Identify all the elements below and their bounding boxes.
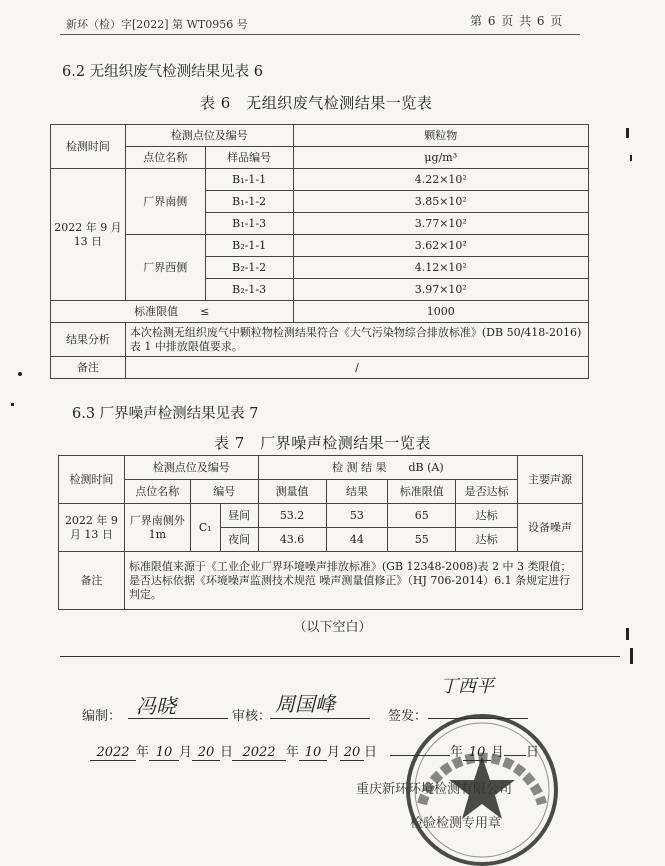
day-char: 日	[220, 745, 234, 760]
issue-label: 签发：	[388, 709, 428, 724]
t6-col-param: 颗粒物	[293, 125, 588, 147]
month-char: 月	[327, 745, 341, 760]
t7-limit: 55	[388, 528, 456, 552]
t6-sample-id: B₂-1-3	[205, 279, 293, 301]
day-char: 日	[364, 745, 378, 760]
stamp-org-name: 重庆新环环境检测有限公司	[356, 782, 513, 797]
t6-sample-value: 3.85×10²	[293, 191, 588, 213]
t6-col-unit: μg/m³	[293, 147, 588, 169]
t7-limit: 65	[388, 504, 456, 528]
date-2	[232, 741, 377, 761]
year-char: 年	[136, 745, 150, 760]
t6-limit-value: 1000	[293, 301, 588, 323]
t6-sample-id: B₁-1-2	[205, 191, 293, 213]
date1-month: 10	[149, 745, 179, 761]
t7-source: 设备噪声	[518, 504, 583, 552]
month-char: 月	[179, 745, 193, 760]
t6-remark-label: 备注	[51, 357, 126, 379]
t6-sample-value: 3.97×10²	[293, 279, 588, 301]
t7-remark-text: 标准限值来源于《工业企业厂界环境噪声排放标准》(GB 12348-2008)表 2 中 3 类限值；是否达标依据《环境噪声监测技术规范 噪声测量值修正》（HJ 706-2014）6.1 条规定进行判定。	[124, 552, 582, 610]
t6-sample-value: 4.12×10²	[293, 257, 588, 279]
issue-signature: 丁西平	[440, 676, 494, 697]
t7-col-pass: 是否达标	[456, 480, 518, 504]
scan-speck	[630, 155, 632, 161]
section-6-2-heading: 6.2 无组织废气检测结果见表 6	[62, 64, 264, 80]
table-6	[50, 124, 589, 379]
t6-result-label: 结果分析	[51, 323, 126, 357]
t6-col-sample-no: 样品编号	[205, 147, 293, 169]
t6-group-name: 厂界西侧	[125, 235, 205, 301]
t7-period: 昼间	[220, 504, 258, 528]
t7-col-code: 编号	[190, 480, 258, 504]
t6-col-time: 检测时间	[51, 125, 126, 169]
t6-date: 2022 年 9 月 13 日	[51, 169, 126, 301]
compile-signature: 冯晓	[136, 694, 176, 718]
scan-speck	[630, 648, 633, 664]
t7-remark-label: 备注	[59, 552, 125, 610]
t6-sample-id: B₂-1-1	[205, 235, 293, 257]
t6-limit-label: 标准限值 ≤	[51, 301, 294, 323]
review-label: 审核：	[232, 709, 272, 724]
date2-month: 10	[299, 745, 327, 761]
scan-speck	[626, 628, 629, 640]
t7-col-source: 主要声源	[518, 456, 583, 504]
table-7-caption: 表 7 厂界噪声检测结果一览表	[214, 434, 431, 452]
table-6-caption: 表 6 无组织废气检测结果一览表	[200, 94, 433, 112]
date3-month: 10	[463, 745, 491, 761]
scan-speck	[11, 403, 14, 406]
t7-period: 夜间	[220, 528, 258, 552]
date1-day: 20	[192, 745, 220, 761]
t7-measured: 53.2	[258, 504, 326, 528]
stamp-text: 检验检测专用章	[410, 816, 502, 831]
date1-year: 2022	[90, 745, 136, 761]
t6-remark-value: /	[125, 357, 588, 379]
scan-speck	[18, 372, 22, 376]
compile-underline	[128, 718, 228, 719]
date-1	[90, 741, 233, 761]
t7-measured: 43.6	[258, 528, 326, 552]
t6-sample-value: 4.22×10²	[293, 169, 588, 191]
year-char: 年	[450, 745, 464, 760]
t7-date: 2022 年 9 月 13 日	[59, 504, 125, 552]
section-6-3-heading: 6.3 厂界噪声检测结果见表 7	[72, 406, 259, 422]
t6-sample-value: 3.62×10²	[293, 235, 588, 257]
t6-sample-id: B₁-1-3	[205, 213, 293, 235]
t6-sample-value: 3.77×10²	[293, 213, 588, 235]
blank-note: （以下空白）	[293, 620, 372, 635]
t7-col-results: 检 测 结 果 dB (A)	[258, 456, 517, 480]
t6-sample-id: B₂-1-2	[205, 257, 293, 279]
t7-point-name: 厂界南侧外 1m	[124, 504, 190, 552]
t7-col-measured: 测量值	[258, 480, 326, 504]
t6-col-point-group: 检测点位及编号	[125, 125, 293, 147]
t6-col-point-name: 点位名称	[125, 147, 205, 169]
t7-code: C₁	[190, 504, 220, 552]
scan-speck	[626, 128, 629, 138]
t6-group-name: 厂界南侧	[125, 169, 205, 235]
t7-col-result: 结果	[326, 480, 388, 504]
t7-pass: 达标	[456, 504, 518, 528]
t7-result: 44	[326, 528, 388, 552]
year-char: 年	[286, 745, 300, 760]
t7-col-point-group: 检测点位及编号	[124, 456, 258, 480]
t7-col-limit: 标准限值	[388, 480, 456, 504]
header-divider	[60, 34, 580, 35]
date2-day: 20	[340, 745, 364, 761]
month-char: 月	[491, 745, 505, 760]
table-7	[58, 455, 583, 610]
doc-code: 新环（检）字[2022] 第 WT0956 号	[66, 18, 248, 31]
signature-divider	[60, 656, 620, 657]
compile-label: 编制：	[82, 709, 122, 724]
t7-pass: 达标	[456, 528, 518, 552]
t7-result: 53	[326, 504, 388, 528]
day-char: 日	[526, 745, 540, 760]
review-signature: 周国峰	[275, 692, 335, 716]
t7-col-point-name: 点位名称	[124, 480, 190, 504]
t6-result-text: 本次检测无组织废气中颗粒物检测结果符合《大气污染物综合排放标准》(DB 50/418-2016)表 1 中排放限值要求。	[125, 323, 588, 357]
t6-sample-id: B₁-1-1	[205, 169, 293, 191]
page-info: 第 6 页 共 6 页	[470, 14, 564, 28]
t7-col-time: 检测时间	[59, 456, 125, 504]
review-underline	[270, 718, 370, 719]
date2-year: 2022	[232, 745, 286, 761]
